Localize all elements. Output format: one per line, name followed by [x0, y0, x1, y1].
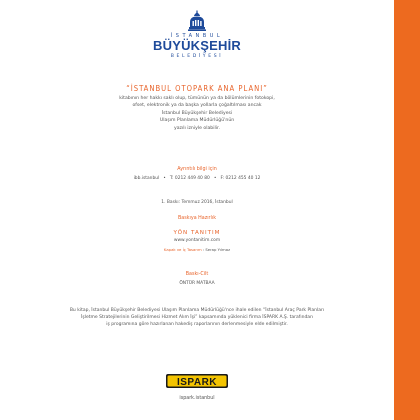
copyright-line: İstanbul Büyükşehir Belediyesi	[161, 110, 233, 116]
edition-info: 1. Baskı: Temmuz 2016, İstanbul	[161, 200, 233, 205]
document-title: “İSTANBUL OTOPARK ANA PLANI”	[126, 84, 268, 93]
brand-name: BÜYÜKŞEHİR	[153, 38, 241, 53]
orange-side-band	[394, 0, 420, 420]
footnote-line: İşletme Stratejilerinin Geliştirilmesi Hizmet Alım İşi” kapsamında yüklenici firma İSPARK A.Ş. tarafından	[81, 315, 313, 321]
printing-heading: Baskı-Cilt	[185, 272, 209, 277]
preparation-company: YÖN TANITIM	[173, 230, 221, 236]
footnote-line: iş programına göre hazırlanan hakediş raporlarının derlenmesiyle elde edilmiştir.	[106, 322, 288, 328]
preparation-website: www.yontanitim.com	[173, 238, 221, 243]
brand-top-line: İSTANBUL	[170, 33, 224, 39]
copyright-line: yazılı izniyle olabilir.	[174, 125, 220, 131]
design-credit: Kapak ve İç Tasarım : Serap Yılmaz	[163, 247, 231, 252]
ispark-logo-text: ISPARK	[176, 377, 218, 388]
copyright-line: ofset, elektronik ya da başka yollarla çoğaltılması ancak	[132, 103, 262, 109]
ibb-emblem-icon	[186, 10, 208, 32]
ispark-logo	[166, 372, 228, 390]
footnote	[0, 307, 394, 329]
footnote-line: Bu kitap, İstanbul Büyükşehir Belediyesi Ulaşım Planlama Müdürlüğü'nce ihale edilen “İstanbul Araç Park Planları	[69, 308, 325, 313]
design-credit-label: Kapak ve İç Tasarım	[163, 247, 202, 252]
contact-tel: T: 0212 449 40 80	[169, 176, 210, 181]
copyright-line: Ulaşım Planlama Müdürlüğü'nün	[159, 118, 235, 124]
contact-fax: F: 0212 455 40 12	[220, 176, 261, 181]
design-credit-name: Serap Yılmaz	[205, 247, 231, 252]
contact-org: ibb.istanbul	[133, 176, 160, 181]
ispark-url: ispark.istanbul	[179, 396, 215, 401]
contact-heading: Ayrıntılı bilgi için	[177, 167, 217, 172]
printing-name: ÖNTÜR MATBAA	[179, 281, 215, 286]
brand-bottom-line: BELEDİYESİ	[170, 54, 224, 59]
copyright-notice	[0, 95, 394, 132]
preparation-heading: Baskıya Hazırlık	[178, 216, 216, 221]
contact-info: ibb.istanbul • T: 0212 449 40 80 • F: 0212 455 40 12	[133, 176, 261, 181]
copyright-line: kitabının her hakkı saklı olup, tümünün ya da bölümlerinin fotokopi,	[119, 96, 275, 101]
